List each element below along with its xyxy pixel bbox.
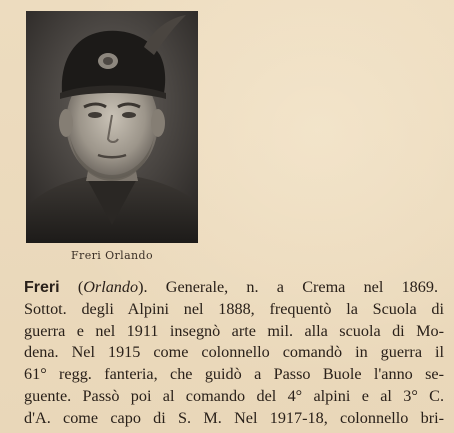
entry-line-1: Freri (Orlando). Generale, n. a Crema nel 1869. (24, 278, 438, 296)
entry-line-4: dena. Nel 1915 come colonnello comandò in guerra il (24, 343, 444, 362)
biography-entry (24, 277, 444, 430)
entry-line-2: Sottot. degli Alpini nel 1888, frequentò la Scuola di (24, 299, 444, 318)
entry-line-6: guente. Passò poi al comando del 4° alpini e al 3° C. (24, 386, 444, 405)
portrait-caption: Freri Orlando (71, 249, 153, 262)
entry-given-name: Orlando (83, 278, 139, 296)
entry-line-7: d'A. come capo di S. M. Nel 1917-18, colonnello bri- (24, 408, 444, 427)
entry-line-5: 61° regg. fanteria, che guidò a Passo Buole l'anno se- (24, 365, 444, 384)
entry-line-3: guerra e nel 1911 insegnò arte mil. alla scuola di Mo- (24, 321, 444, 340)
entry-headword: Freri (24, 279, 60, 296)
entry-line-1-text: Generale, n. a Crema nel 1869. (165, 278, 438, 296)
portrait-photo (26, 11, 198, 243)
